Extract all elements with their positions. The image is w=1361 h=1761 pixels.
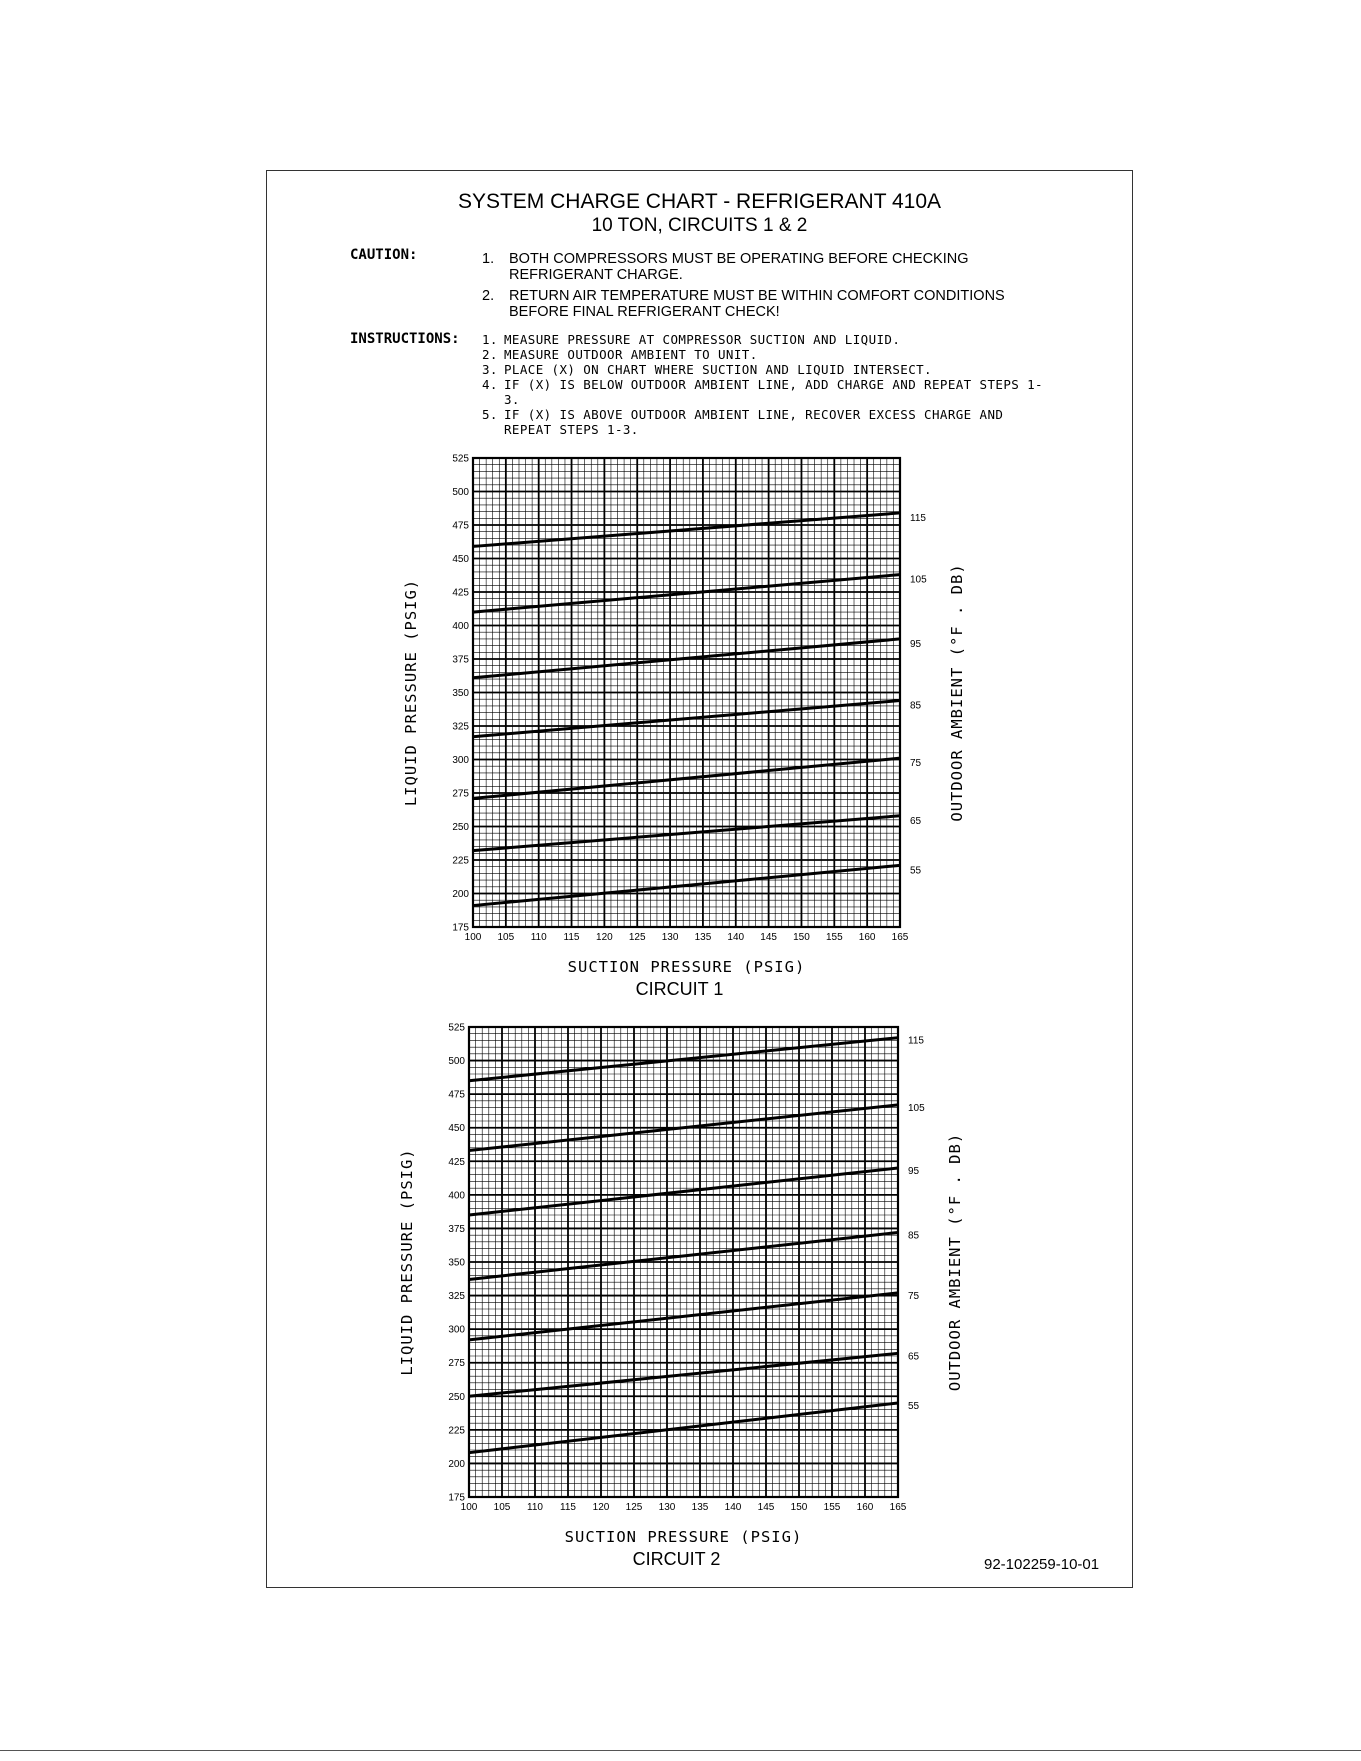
x-tick-label: 150 [790,1502,808,1513]
y-tick-label: 425 [448,1156,465,1168]
y-axis-label: LIQUID PRESSURE (PSIG) [402,578,420,807]
x-tick-label: 100 [464,932,482,943]
x-tick-label: 165 [889,1502,907,1513]
ambient-label: 55 [908,1401,920,1412]
x-tick-label: 145 [757,1502,775,1513]
y2-axis-label: OUTDOOR AMBIENT (°F . DB) [946,1132,964,1392]
x-tick-label: 155 [823,1502,841,1513]
instruction-text: IF (X) IS BELOW OUTDOOR AMBIENT LINE, ADD CHARGE AND REPEAT STEPS 1-3. [504,377,1043,407]
x-axis-label: SUCTION PRESSURE (PSIG) [567,958,806,976]
y-tick-label: 400 [452,621,469,632]
y-tick-label: 425 [452,587,469,599]
y-tick-label: 300 [448,1324,465,1336]
x-tick-label: 100 [460,1502,478,1513]
caution-label: CAUTION: [350,247,418,263]
x-tick-label: 115 [560,1502,576,1513]
y2-axis-label: OUTDOOR AMBIENT (°F . DB) [948,563,966,822]
x-tick-label: 120 [596,932,613,943]
ambient-label: 115 [910,512,926,524]
y-tick-label: 375 [448,1223,465,1235]
document-id: 92-102259-10-01 [984,1556,1100,1573]
y-tick-label: 325 [448,1291,465,1303]
circuit-title: CIRCUIT 1 [635,979,724,999]
y-tick-label: 400 [448,1190,465,1202]
ambient-label: 95 [908,1166,920,1177]
ambient-label: 55 [910,865,922,877]
page-bottom-rule [0,1750,1361,1751]
x-tick-label: 155 [825,932,843,943]
y-tick-label: 500 [448,1056,465,1068]
y-tick-label: 300 [452,755,469,766]
instruction-text: MEASURE OUTDOOR AMBIENT TO UNIT. [504,347,758,362]
caution-item-number: 1. [482,251,495,267]
caution-item-number: 2. [482,288,495,304]
x-tick-label: 115 [563,932,580,943]
x-axis-label: SUCTION PRESSURE (PSIG) [564,1528,803,1546]
caution-item-text: RETURN AIR TEMPERATURE MUST BE WITHIN COMFORT CONDITIONS BEFORE FINAL REFRIGERANT CHECK! [509,288,1005,320]
x-tick-label: 110 [527,1502,543,1513]
x-tick-label: 135 [694,932,712,943]
x-tick-label: 140 [724,1502,742,1513]
x-tick-label: 125 [625,1502,643,1513]
ambient-label: 95 [910,638,922,650]
y-tick-label: 350 [448,1257,465,1269]
ambient-label: 105 [910,574,927,586]
y-tick-label: 225 [448,1425,465,1437]
instruction-number: 3. [482,362,498,377]
y-axis-label: LIQUID PRESSURE (PSIG) [398,1148,416,1376]
x-tick-label: 105 [493,1502,511,1513]
y-tick-label: 200 [448,1458,465,1470]
y-tick-label: 450 [448,1123,465,1135]
chart-title: SYSTEM CHARGE CHART - REFRIGERANT 410A [457,190,942,213]
x-tick-label: 165 [891,932,909,943]
ambient-line-55 [473,865,900,905]
ambient-label: 85 [908,1230,920,1242]
y-tick-label: 500 [452,487,469,498]
y-tick-label: 375 [452,654,469,666]
chart-circuit-2 [398,1023,964,1570]
x-tick-label: 130 [661,932,679,943]
y-tick-label: 175 [452,922,469,934]
x-tick-label: 160 [858,932,876,943]
instructions-label: INSTRUCTIONS: [350,331,460,347]
x-tick-label: 160 [856,1502,874,1513]
ambient-label: 75 [908,1290,920,1302]
instruction-number: 2. [482,347,498,362]
x-tick-label: 105 [497,932,515,943]
ambient-line-55 [469,1403,898,1453]
x-tick-label: 110 [530,932,547,943]
y-tick-label: 175 [448,1492,465,1504]
ambient-label: 65 [908,1351,920,1363]
ambient-line-115 [473,513,900,547]
y-tick-label: 200 [452,889,469,900]
instruction-text: MEASURE PRESSURE AT COMPRESSOR SUCTION AND LIQUID. [504,332,901,347]
instruction-number: 5. [482,407,498,422]
y-tick-label: 275 [452,788,469,800]
y-tick-label: 225 [452,855,469,867]
x-tick-label: 135 [691,1502,709,1513]
ambient-line-85 [469,1232,898,1279]
x-tick-label: 150 [793,932,810,943]
ambient-label: 85 [910,700,922,712]
y-tick-label: 475 [448,1089,465,1101]
instruction-number: 1. [482,332,498,347]
y-tick-label: 525 [452,453,469,465]
x-tick-label: 120 [592,1502,610,1513]
x-tick-label: 145 [760,932,777,943]
ambient-line-95 [469,1168,898,1215]
x-tick-label: 125 [628,932,646,943]
circuit-title: CIRCUIT 2 [632,1549,721,1569]
ambient-line-75 [469,1293,898,1340]
y-tick-label: 525 [448,1022,465,1034]
y-tick-label: 450 [452,554,469,565]
y-tick-label: 275 [448,1358,465,1370]
chart-circuit-1 [402,454,966,1000]
ambient-label: 75 [910,758,922,770]
ambient-label: 115 [908,1035,924,1047]
instruction-number: 4. [482,377,498,392]
instruction-text: PLACE (X) ON CHART WHERE SUCTION AND LIQUID INTERSECT. [504,362,932,377]
ambient-label: 105 [908,1102,925,1114]
y-tick-label: 475 [452,520,469,532]
y-tick-label: 325 [452,721,469,733]
caution-item-text: BOTH COMPRESSORS MUST BE OPERATING BEFORE CHECKING REFRIGERANT CHARGE. [509,251,969,283]
y-tick-label: 350 [452,688,469,699]
instruction-text: IF (X) IS ABOVE OUTDOOR AMBIENT LINE, RECOVER EXCESS CHARGE AND REPEAT STEPS 1-3. [504,407,1004,437]
y-tick-label: 250 [452,822,469,833]
ambient-line-105 [473,575,900,613]
ambient-label: 65 [910,815,922,827]
y-tick-label: 250 [448,1391,465,1403]
x-tick-label: 130 [658,1502,676,1513]
x-tick-label: 140 [727,932,745,943]
chart-subtitle: 10 TON, CIRCUITS 1 & 2 [591,215,808,236]
